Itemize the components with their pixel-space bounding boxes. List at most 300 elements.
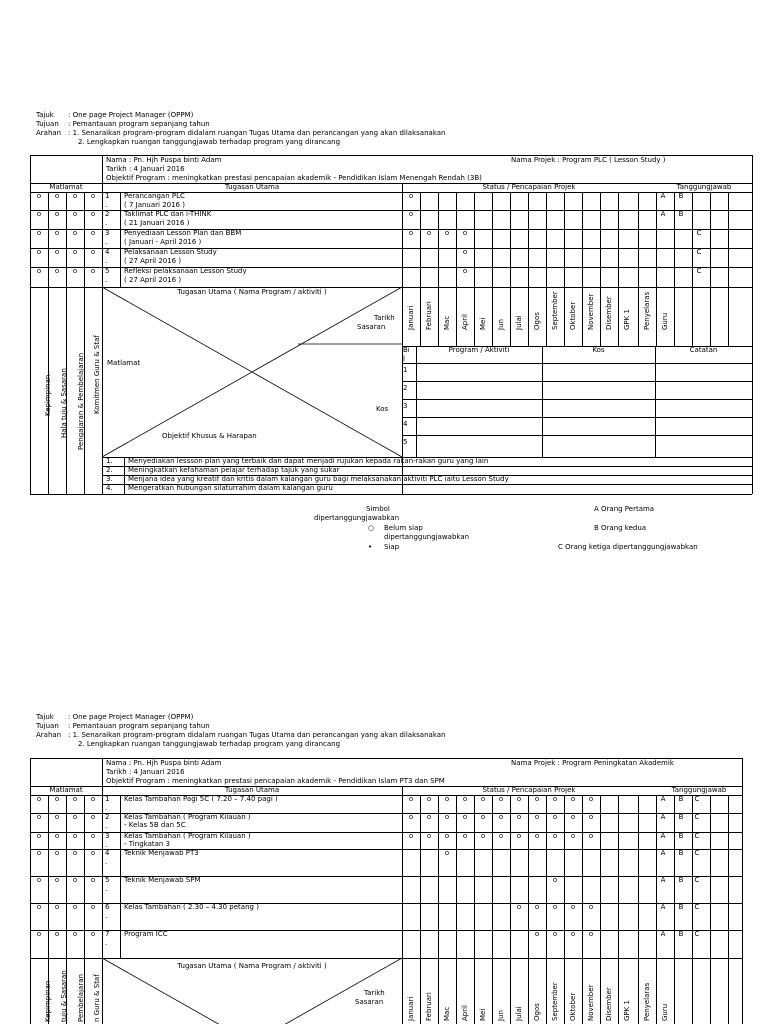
objective-1: Menyediakan lessson plan yang terbaik dan dapat menjadi rujukan kepada rakan-rakan guru yang lain (128, 457, 489, 465)
status-dot: o (408, 192, 414, 200)
matlamat-dot: o (54, 930, 60, 938)
grid-line (564, 795, 565, 1024)
status-dot: o (516, 903, 522, 911)
status-header: Status / Pencapaian Projek (482, 183, 576, 191)
grid-line (420, 192, 421, 346)
matlamat-dot: o (36, 267, 42, 275)
side-kepimpinan: Kepimpinan (44, 374, 52, 416)
status-dot: o (534, 930, 540, 938)
resp-letter: C (694, 930, 700, 938)
grid-line (618, 795, 619, 1024)
month-header-jun: Jun (497, 1010, 505, 1021)
status-dot: o (408, 210, 414, 218)
status-dot: o (462, 248, 468, 256)
grid-line (492, 192, 493, 346)
grid-line (600, 192, 601, 346)
grid-line (710, 795, 711, 1024)
month-header-januari: Januari (407, 305, 415, 330)
grid-line (728, 795, 729, 1024)
catatan-header: Catatan (689, 346, 718, 354)
resp-letter: C (696, 267, 702, 275)
value-arahan-1: : 1. Senaraikan program-program didalam ruangan Tugas Utama dan perancangan yang akan dilaksanakan (68, 129, 446, 137)
task-num: 4 (105, 248, 110, 256)
value-arahan-2-p2: 2. Lengkapkan ruangan tanggungjawab terhadap program yang dirancang (78, 740, 341, 748)
status-dot: o (426, 795, 432, 803)
sasaran-label: Sasaran (357, 323, 386, 331)
status-dot: o (480, 832, 486, 840)
matlamat-dot: o (90, 267, 96, 275)
tanggungjawab-header-2: Tanggungjawab (671, 786, 727, 794)
value-tujuan-2: : Pemantauan program sepanjang tahun (68, 722, 210, 730)
task-num-dot: . (105, 201, 108, 209)
resp-letter: B (678, 849, 684, 857)
bil-5: 5 (403, 438, 408, 446)
grid-line (546, 795, 547, 1024)
label-arahan: Arahan (36, 129, 62, 137)
resp-letter: A (660, 876, 666, 884)
status-dot: o (570, 903, 576, 911)
side-komitmen-2: n Guru & Staf (93, 974, 101, 1022)
matlamat-label: Matlamat (107, 359, 141, 367)
month-header-ogos: Ogos (533, 312, 541, 330)
task-num-dot: . (105, 939, 108, 947)
status-dot: o (552, 903, 558, 911)
month-header-jun: Jun (497, 319, 505, 330)
status-dot: o (480, 795, 486, 803)
task-sub: - Kelas 5B dan 5C (124, 821, 186, 829)
matlamat-dot: o (54, 903, 60, 911)
status-dot: o (516, 813, 522, 821)
matlamat-dot: o (72, 192, 78, 200)
month-header-april: April (461, 1005, 469, 1021)
grid-line (656, 192, 657, 346)
task-num: 3 (105, 229, 110, 237)
matlamat-dot: o (90, 210, 96, 218)
grid-line (438, 192, 439, 346)
matlamat-dot: o (90, 813, 96, 821)
nama-projek: Nama Projek : Program PLC ( Lesson Study ) (511, 156, 666, 164)
matlamat-dot: o (72, 832, 78, 840)
task-num-dot: . (105, 219, 108, 227)
matlamat-dot: o (54, 248, 60, 256)
task-num: 5 (105, 267, 110, 275)
value-tajuk: : One page Project Manager (OPPM) (68, 111, 194, 119)
month-header-penyelaras: Penyelaras (643, 291, 651, 330)
grid-line (600, 795, 601, 1024)
task-title: Perancangan PLC (124, 192, 185, 200)
kos-header: Kos (592, 346, 605, 354)
month-header-disember: Disember (605, 296, 613, 330)
task-num: 5 (105, 876, 110, 884)
legend-belum-1: Belum siap (384, 524, 423, 532)
matlamat-dot: o (54, 849, 60, 857)
task-num-dot: . (105, 822, 108, 830)
matlamat-dot: o (36, 210, 42, 218)
status-dot: o (462, 229, 468, 237)
month-header-julai: Julai (515, 1006, 523, 1021)
matlamat-header: Matlamat (49, 183, 83, 191)
matlamat-dot: o (90, 192, 96, 200)
matlamat-dot: o (90, 229, 96, 237)
matlamat-dot: o (90, 832, 96, 840)
grid-line (638, 795, 639, 1024)
value-tajuk-2: : One page Project Manager (OPPM) (68, 713, 194, 721)
task-num-dot: . (105, 276, 108, 284)
grid-line (710, 192, 711, 346)
matlamat-dot: o (72, 876, 78, 884)
objective-3-num: 3. (106, 475, 113, 483)
nama-2: Nama : Pn. Hjh Puspa binti Adam (106, 759, 222, 767)
status-dot: o (552, 930, 558, 938)
month-header-mei: Mei (479, 317, 487, 330)
task-date: ( 7 Januari 2016 ) (124, 201, 185, 209)
resp-letter: B (678, 210, 684, 218)
month-header-julai: Julai (515, 315, 523, 330)
task-title: Kelas Tambahan ( Program Kilauan ) (124, 813, 251, 821)
program-aktiviti-header: Program / Aktiviti (448, 346, 510, 354)
resp-letter: C (694, 876, 700, 884)
status-dot: o (498, 795, 504, 803)
matlamat-dot: o (72, 210, 78, 218)
resp-letter: C (696, 248, 702, 256)
grid-line (528, 192, 529, 346)
status-dot: o (426, 813, 432, 821)
matlamat-dot: o (90, 876, 96, 884)
matlamat-dot: o (72, 267, 78, 275)
matlamat-header-2: Matlamat (49, 786, 83, 794)
matlamat-dot: o (36, 849, 42, 857)
legend-b: B Orang kedua (594, 524, 647, 532)
matlamat-dot: o (90, 903, 96, 911)
grid-line (456, 192, 457, 346)
value-arahan-1-p2: : 1. Senaraikan program-program didalam ruangan Tugas Utama dan perancangan yang akan dilaksanakan (68, 731, 446, 739)
status-dot: o (408, 229, 414, 237)
objective-4-num: 4. (106, 484, 113, 492)
tarikh-2: Tarikh : 4 Januari 2016 (106, 768, 185, 776)
month-header-ogos: Ogos (533, 1003, 541, 1021)
tugasan-box-title: Tugasan Utama ( Nama Program / aktiviti ) (177, 288, 327, 296)
month-header-guru: Guru (661, 1003, 669, 1021)
status-dot: o (444, 849, 450, 857)
task-num: 1 (105, 192, 110, 200)
resp-letter: C (694, 795, 700, 803)
resp-letter: C (694, 849, 700, 857)
status-dot: o (570, 795, 576, 803)
matlamat-dot: o (72, 849, 78, 857)
matlamat-dot: o (72, 813, 78, 821)
status-dot: o (588, 930, 594, 938)
month-header-gpk-1: GPK 1 (623, 309, 631, 330)
task-num: 6 (105, 903, 110, 911)
sasaran-label-2: Sasaran (355, 998, 384, 1006)
matlamat-dot: o (54, 876, 60, 884)
status-dot: o (552, 876, 558, 884)
resp-letter: B (678, 192, 684, 200)
label-arahan-2: Arahan (36, 731, 62, 739)
status-dot: o (462, 267, 468, 275)
grid-line (510, 192, 511, 346)
task-num-dot: . (105, 257, 108, 265)
status-dot: o (588, 903, 594, 911)
status-dot: o (570, 813, 576, 821)
month-header-oktober: Oktober (569, 301, 577, 330)
value-tujuan: : Pemantauan program sepanjang tahun (68, 120, 210, 128)
month-header-september: September (551, 291, 559, 330)
matlamat-dot: o (90, 248, 96, 256)
task-num-dot: . (105, 804, 108, 812)
tarikh: Tarikh : 4 Januari 2016 (106, 165, 185, 173)
tugasan-box-title-2: Tugasan Utama ( Nama Program / aktiviti ) (177, 962, 327, 970)
task-num: 7 (105, 930, 110, 938)
legend-c: C Orang ketiga dipertanggungjawabkan (558, 543, 698, 551)
side-hala-tuju-2: tuju & Sasaran (60, 970, 68, 1022)
tanggungjawab-header: Tanggungjawab (676, 183, 732, 191)
task-date: ( 27 April 2016 ) (124, 257, 182, 265)
resp-letter: A (660, 930, 666, 938)
month-header-januari: Januari (407, 996, 415, 1021)
task-sub: - Tingkatan 3 (124, 840, 171, 848)
status-header-2: Status / Pencapaian Projek (482, 786, 576, 794)
legend-open-bullet: ○ (368, 524, 375, 532)
objektif-program: Objektif Program : meningkatkan prestasi pencapaian akademik - Pendidikan Islam Menengah Rendah (3B) (106, 174, 482, 182)
month-header-november: November (587, 293, 595, 330)
grid-line (456, 795, 457, 1024)
side-komitmen: Komitmen Guru & Staf (93, 335, 101, 414)
matlamat-dot: o (72, 903, 78, 911)
label-tajuk-2: Tajuk (36, 713, 54, 721)
resp-letter: A (660, 192, 666, 200)
task-num-dot: . (105, 885, 108, 893)
status-dot: o (444, 795, 450, 803)
resp-letter: C (694, 832, 700, 840)
task-date: ( 21 Januari 2016 ) (124, 219, 190, 227)
status-dot: o (408, 813, 414, 821)
month-header-mac: Mac (443, 315, 451, 330)
matlamat-dot: o (90, 849, 96, 857)
matlamat-dot: o (90, 795, 96, 803)
task-title: Teknik Menjawab SPM (124, 876, 201, 884)
matlamat-dot: o (36, 248, 42, 256)
month-header-mac: Mac (443, 1006, 451, 1021)
legend-fill-bullet: • (368, 543, 373, 551)
objective-2: Meningkatkan kefahaman pelajar terhadap tajuk yang sukar (128, 466, 340, 474)
legend-belum-2: dipertanggungjawabkan (384, 533, 470, 541)
status-dot: o (570, 832, 576, 840)
bil-4: 4 (403, 420, 408, 428)
status-dot: o (588, 813, 594, 821)
matlamat-dot: o (54, 813, 60, 821)
tarikh-sasaran-label: Tarikh (374, 314, 395, 322)
matlamat-dot: o (54, 210, 60, 218)
task-title: Program ICC (124, 930, 168, 938)
grid-line (474, 192, 475, 346)
resp-letter: B (678, 832, 684, 840)
status-dot: o (462, 813, 468, 821)
grid-line (492, 795, 493, 1024)
legend-a: A Orang Pertama (594, 505, 655, 513)
matlamat-dot: o (36, 795, 42, 803)
value-arahan-2: 2. Lengkapkan ruangan tanggungjawab terhadap program yang dirancang (78, 138, 341, 146)
bil-2: 2 (403, 384, 408, 392)
objective-1-num: 1. (106, 457, 113, 465)
resp-letter: B (678, 930, 684, 938)
month-header-september: September (551, 982, 559, 1021)
objective-3: Menjana idea yang kreatif dan kritis dalam kalangan guru bagi melaksanakan aktiviti PLC iaitu Lesson Study (128, 475, 509, 483)
grid-line (618, 192, 619, 346)
task-num: 2 (105, 813, 110, 821)
status-dot: o (534, 903, 540, 911)
status-dot: o (534, 795, 540, 803)
month-header-april: April (461, 314, 469, 330)
task-date: ( 27 April 2016 ) (124, 276, 182, 284)
grid-line (582, 795, 583, 1024)
status-dot: o (408, 795, 414, 803)
objective-2-num: 2. (106, 466, 113, 474)
bil-header: Bi l (403, 346, 410, 363)
status-dot: o (588, 795, 594, 803)
status-dot: o (534, 813, 540, 821)
task-num: 4 (105, 849, 110, 857)
grid-line (438, 795, 439, 1024)
task-title: Kelas Tambahan Pagi 5C ( 7.20 – 7.40 pagi ) (124, 795, 278, 803)
grid-line (564, 192, 565, 346)
matlamat-dot: o (72, 229, 78, 237)
x-diagram-2 (102, 958, 402, 1024)
task-num-dot: . (105, 858, 108, 866)
grid-line (692, 795, 693, 1024)
grid-line (546, 192, 547, 346)
task-title: Refleksi pelaksanaan Lesson Study (124, 267, 247, 275)
month-header-guru: Guru (661, 312, 669, 330)
month-header-penyelaras: Penyelaras (643, 982, 651, 1021)
resp-letter: A (660, 849, 666, 857)
task-title: Kelas Tambahan ( Program Kilauan ) (124, 832, 251, 840)
status-dot: o (552, 832, 558, 840)
label-tujuan-2: Tujuan (36, 722, 59, 730)
side-pengajaran-2: Pembelajaran (77, 974, 85, 1022)
matlamat-dot: o (72, 930, 78, 938)
grid-line (528, 795, 529, 1024)
matlamat-dot: o (36, 876, 42, 884)
legend-siap: Siap (384, 543, 400, 551)
x-diagram (102, 287, 402, 457)
status-dot: o (570, 930, 576, 938)
month-header-oktober: Oktober (569, 992, 577, 1021)
matlamat-dot: o (36, 192, 42, 200)
legend-dipertanggung: dipertanggungjawabkan (314, 514, 400, 522)
resp-letter: A (660, 813, 666, 821)
matlamat-dot: o (36, 229, 42, 237)
month-header-disember: Disember (605, 987, 613, 1021)
resp-letter: A (660, 795, 666, 803)
label-tujuan: Tujuan (36, 120, 59, 128)
grid-line (420, 795, 421, 1024)
month-header-gpk-1: GPK 1 (623, 1000, 631, 1021)
grid-line (474, 795, 475, 1024)
task-num: 2 (105, 210, 110, 218)
grid-line (638, 192, 639, 346)
matlamat-dot: o (72, 248, 78, 256)
task-title: Pelaksanaan Lesson Study (124, 248, 217, 256)
grid-line (674, 795, 675, 1024)
status-dot: o (426, 832, 432, 840)
matlamat-dot: o (90, 930, 96, 938)
grid-line (582, 192, 583, 346)
bil-3: 3 (403, 402, 408, 410)
task-num: 1 (105, 795, 110, 803)
status-dot: o (516, 795, 522, 803)
task-num: 3 (105, 832, 110, 840)
objektif-program-2: Objektif Program : meningkatkan prestasi pencapaian akademik - Pendidikan Islam PT3 dan SPM (106, 777, 445, 785)
matlamat-dot: o (54, 267, 60, 275)
month-header-november: November (587, 984, 595, 1021)
nama: Nama : Pn. Hjh Puspa binti Adam (106, 156, 222, 164)
grid-line (674, 192, 675, 346)
matlamat-dot: o (72, 795, 78, 803)
task-title: Kelas Tambahan ( 2.30 – 4.30 petang ) (124, 903, 259, 911)
status-dot: o (444, 832, 450, 840)
status-dot: o (408, 832, 414, 840)
tugasan-header: Tugasan Utama (224, 183, 280, 191)
grid-line (692, 192, 693, 346)
resp-letter: B (678, 876, 684, 884)
bil-1: 1 (403, 366, 408, 374)
task-title: Taklimat PLC dan i-THINK (124, 210, 212, 218)
status-dot: o (498, 832, 504, 840)
task-date: ( Januari - April 2016 ) (124, 238, 202, 246)
tugasan-header-2: Tugasan Utama (224, 786, 280, 794)
resp-letter: A (660, 903, 666, 911)
matlamat-dot: o (54, 229, 60, 237)
status-dot: o (552, 813, 558, 821)
status-dot: o (444, 813, 450, 821)
resp-letter: B (678, 813, 684, 821)
status-dot: o (480, 813, 486, 821)
task-num-dot: . (105, 841, 108, 849)
task-num-dot: . (105, 238, 108, 246)
matlamat-dot: o (54, 192, 60, 200)
matlamat-dot: o (36, 813, 42, 821)
matlamat-dot: o (36, 832, 42, 840)
nama-projek-2: Nama Projek : Program Peningkatan Akademik (511, 759, 674, 767)
matlamat-dot: o (36, 903, 42, 911)
status-dot: o (534, 832, 540, 840)
legend-simbol: Simbol (366, 505, 390, 513)
status-dot: o (588, 832, 594, 840)
status-dot: o (444, 229, 450, 237)
resp-letter: B (678, 795, 684, 803)
tarikh-sasaran-label-2: Tarikh (364, 989, 385, 997)
status-dot: o (426, 229, 432, 237)
grid-line (656, 795, 657, 1024)
resp-letter: C (696, 229, 702, 237)
resp-letter: A (660, 210, 666, 218)
task-title: Penyediaan Lesson Plan dan BBM (124, 229, 242, 237)
side-hala-tuju: Hala tuju & Sasaran (60, 368, 68, 438)
objektif-khusus-label: Objektif Khusus & Harapan (162, 432, 257, 440)
label-tajuk: Tajuk (36, 111, 54, 119)
month-header-mei: Mei (479, 1008, 487, 1021)
month-header-februari: Februari (425, 301, 433, 330)
grid-line (510, 795, 511, 1024)
resp-letter: B (678, 903, 684, 911)
kos-label: Kos (376, 405, 389, 413)
status-dot: o (462, 795, 468, 803)
status-dot: o (462, 832, 468, 840)
side-kepimpinan-2: Kepimpinan (44, 980, 52, 1022)
side-pengajaran: Pengajaran & Pembelajaran (77, 352, 85, 450)
status-dot: o (552, 795, 558, 803)
